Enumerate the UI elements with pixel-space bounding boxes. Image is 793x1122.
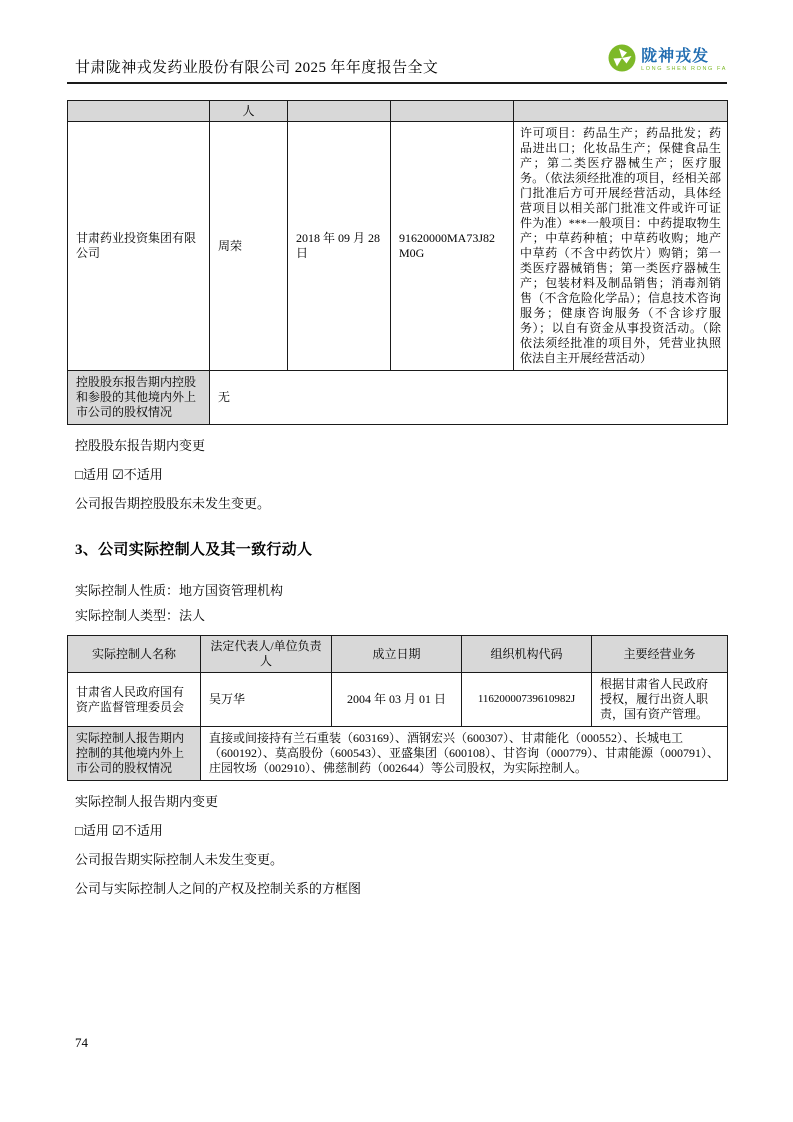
table-header-row [68,636,728,673]
report-title: 甘肃陇神戎发药业股份有限公司 2025 年年度报告全文 [75,60,439,76]
logo-text [641,49,727,73]
column-header-date: 成立日期 [332,636,462,673]
logo-name-en: LONG SHEN RONG FA [641,65,727,72]
other-listed-value-cell: 无 [210,371,728,425]
company-logo [608,44,727,77]
controlling-change-title: 控股股东报告期内变更 [75,438,206,453]
column-header-main-business: 主要经营业务 [592,636,728,673]
table-row [68,122,728,371]
controller-nature-line: 实际控制人性质：地方国资管理机构 [75,583,284,598]
page-number: 74 [75,1035,88,1050]
table-row [68,673,728,727]
logo-name-zh: 陇神戎发 [641,47,710,65]
legal-rep-cell: 周荣 [210,122,288,371]
controller-change-title: 实际控制人报告期内变更 [75,794,219,809]
controlling-change-note: 公司报告期控股股东未发生变更。 [75,496,271,511]
column-header-org-code: 组织机构代码 [462,636,592,673]
controller-change-note: 公司报告期实际控制人未发生变更。 [75,852,284,867]
page-header [67,0,727,84]
controller-other-listed-value-cell: 直接或间接持有兰石重装（603169）、酒钢宏兴（600307）、甘肃能化（000552）、长城电工（600192）、莫高股份（600543）、亚盛集团（600108）、甘咨询（000779）、甘肃能源（000791）、庄园牧场（002910）、佛慈制药（002644）等公司股权，为实际控制人。 [201,727,728,781]
column-header-legal-rep: 法定代表人/单位负责人 [201,636,332,673]
controller-type-line: 实际控制人类型：法人 [75,608,206,623]
table-row [68,371,728,425]
controlling-applicable-checkboxes: □适用 ☑不适用 [75,467,163,482]
controller-date-cell: 2004 年 03 月 01 日 [332,673,462,727]
header-cell-empty-2 [288,101,391,122]
header-cell-continued: 人 [210,101,288,122]
org-code-cell: 91620000MA73J82M0G [391,122,514,371]
header-cell-empty-3 [391,101,514,122]
logo-icon [608,44,636,77]
controller-name-cell: 甘肃省人民政府国有资产监督管理委员会 [68,673,201,727]
business-scope-cell: 许可项目：药品生产；药品批发；药品进出口；化妆品生产；保健食品生产；第二类医疗器械生产；医疗服务。（依法须经批准的项目，经相关部门批准后方可开展经营活动，具体经营项目以相关部门批准文件或许可证件为准）***一般项目：中药提取物生产；中草药种植；中草药收购；地产中草药（不含中药饮片）购销；第一类医疗器械销售；第一类医疗器械生产；包装材料及制品销售；消毒剂销售（不含危险化学品）；信息技术咨询服务；健康咨询服务（不含诊疗服务）；以自有资金从事投资活动。（除依法须经批准的项目外，凭营业执照依法自主开展经营活动） [514,122,728,371]
header-cell-empty-4 [514,101,728,122]
other-listed-label-cell: 控股股东报告期内控股和参股的其他境内外上市公司的股权情况 [68,371,210,425]
actual-controller-table [67,635,728,781]
established-date-cell: 2018 年 09 月 28 日 [288,122,391,371]
controller-main-business-cell: 根据甘肃省人民政府授权，履行出资人职责，国有资产管理。 [592,673,728,727]
shareholder-name-cell: 甘肃药业投资集团有限公司 [68,122,210,371]
diagram-caption: 公司与实际控制人之间的产权及控制关系的方框图 [75,881,362,896]
controller-other-listed-label-cell: 实际控制人报告期内控制的其他境内外上市公司的股权情况 [68,727,201,781]
controlling-shareholder-table [67,100,728,425]
controller-legal-rep-cell: 吴万华 [201,673,332,727]
section-heading-actual-controller: 3、公司实际控制人及其一致行动人 [75,542,313,558]
table-row [68,727,728,781]
header-cell-empty-1 [68,101,210,122]
table-row [68,101,728,122]
controller-applicable-checkboxes: □适用 ☑不适用 [75,823,163,838]
controller-org-code-cell: 11620000739610982J [462,673,592,727]
column-header-name: 实际控制人名称 [68,636,201,673]
